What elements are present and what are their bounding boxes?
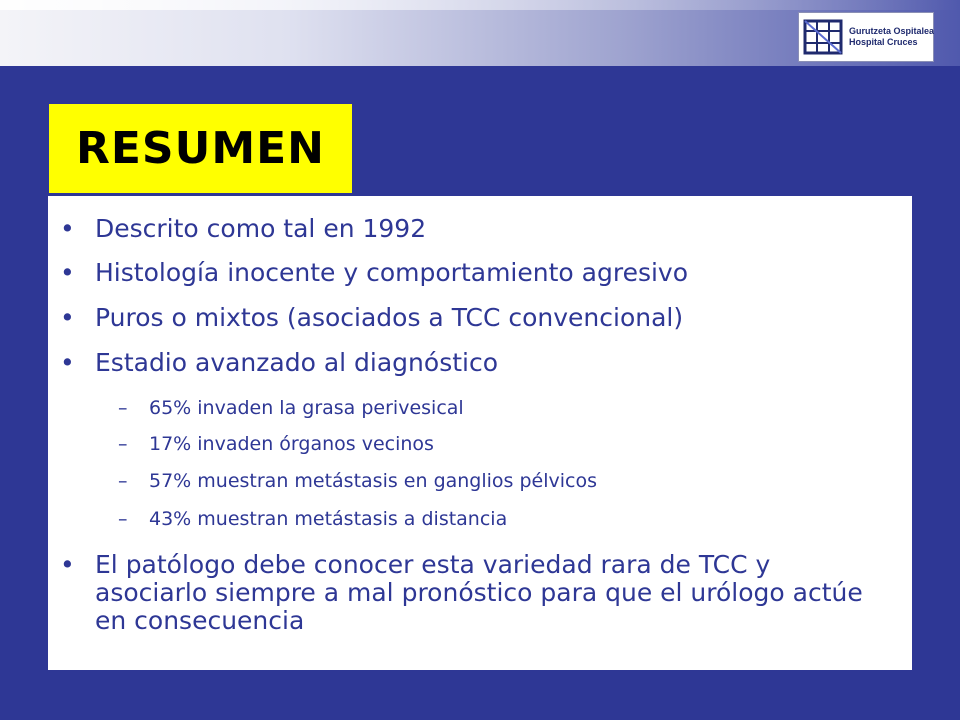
logo-text: [849, 26, 934, 48]
sub-bullet-text: 57% muestran metástasis en ganglios pélvicos: [149, 470, 598, 492]
bullet-text: Puros o mixtos (asociados a TCC convencional): [95, 303, 684, 332]
bullet-marker: •: [60, 550, 75, 579]
hospital-emblem-icon: [803, 17, 845, 57]
content-box: [48, 196, 912, 670]
bullet-text: Estadio avanzado al diagnóstico: [95, 348, 499, 377]
bullet-text: El patólogo debe conocer esta variedad rara de TCC y asociarlo siempre a mal pronóstico para que el urólogo actúe en consecuencia: [95, 550, 863, 635]
title-box: [49, 104, 352, 193]
sub-bullet-text: 65% invaden la grasa perivesical: [149, 397, 464, 419]
slide-title: RESUMEN: [75, 123, 326, 174]
logo-line-2: Hospital Cruces: [849, 37, 918, 47]
logo-line-1: Gurutzeta Ospitalea: [849, 26, 935, 36]
header-shine: [0, 0, 960, 10]
bullet-marker: •: [60, 258, 75, 287]
sub-bullet-marker: –: [118, 470, 128, 492]
sub-bullet-text: 43% muestran metástasis a distancia: [149, 508, 508, 530]
bullet-text: Descrito como tal en 1992: [95, 214, 427, 243]
bullet-marker: •: [60, 348, 75, 377]
sub-bullet-text: 17% invaden órganos vecinos: [149, 433, 434, 455]
bullet-text: Histología inocente y comportamiento agresivo: [95, 258, 689, 287]
sub-bullet-marker: –: [118, 508, 128, 530]
sub-bullet-marker: –: [118, 397, 128, 419]
bullet-marker: •: [60, 214, 75, 243]
sub-bullet-marker: –: [118, 433, 128, 455]
hospital-logo: [798, 12, 934, 62]
bullet-marker: •: [60, 303, 75, 332]
